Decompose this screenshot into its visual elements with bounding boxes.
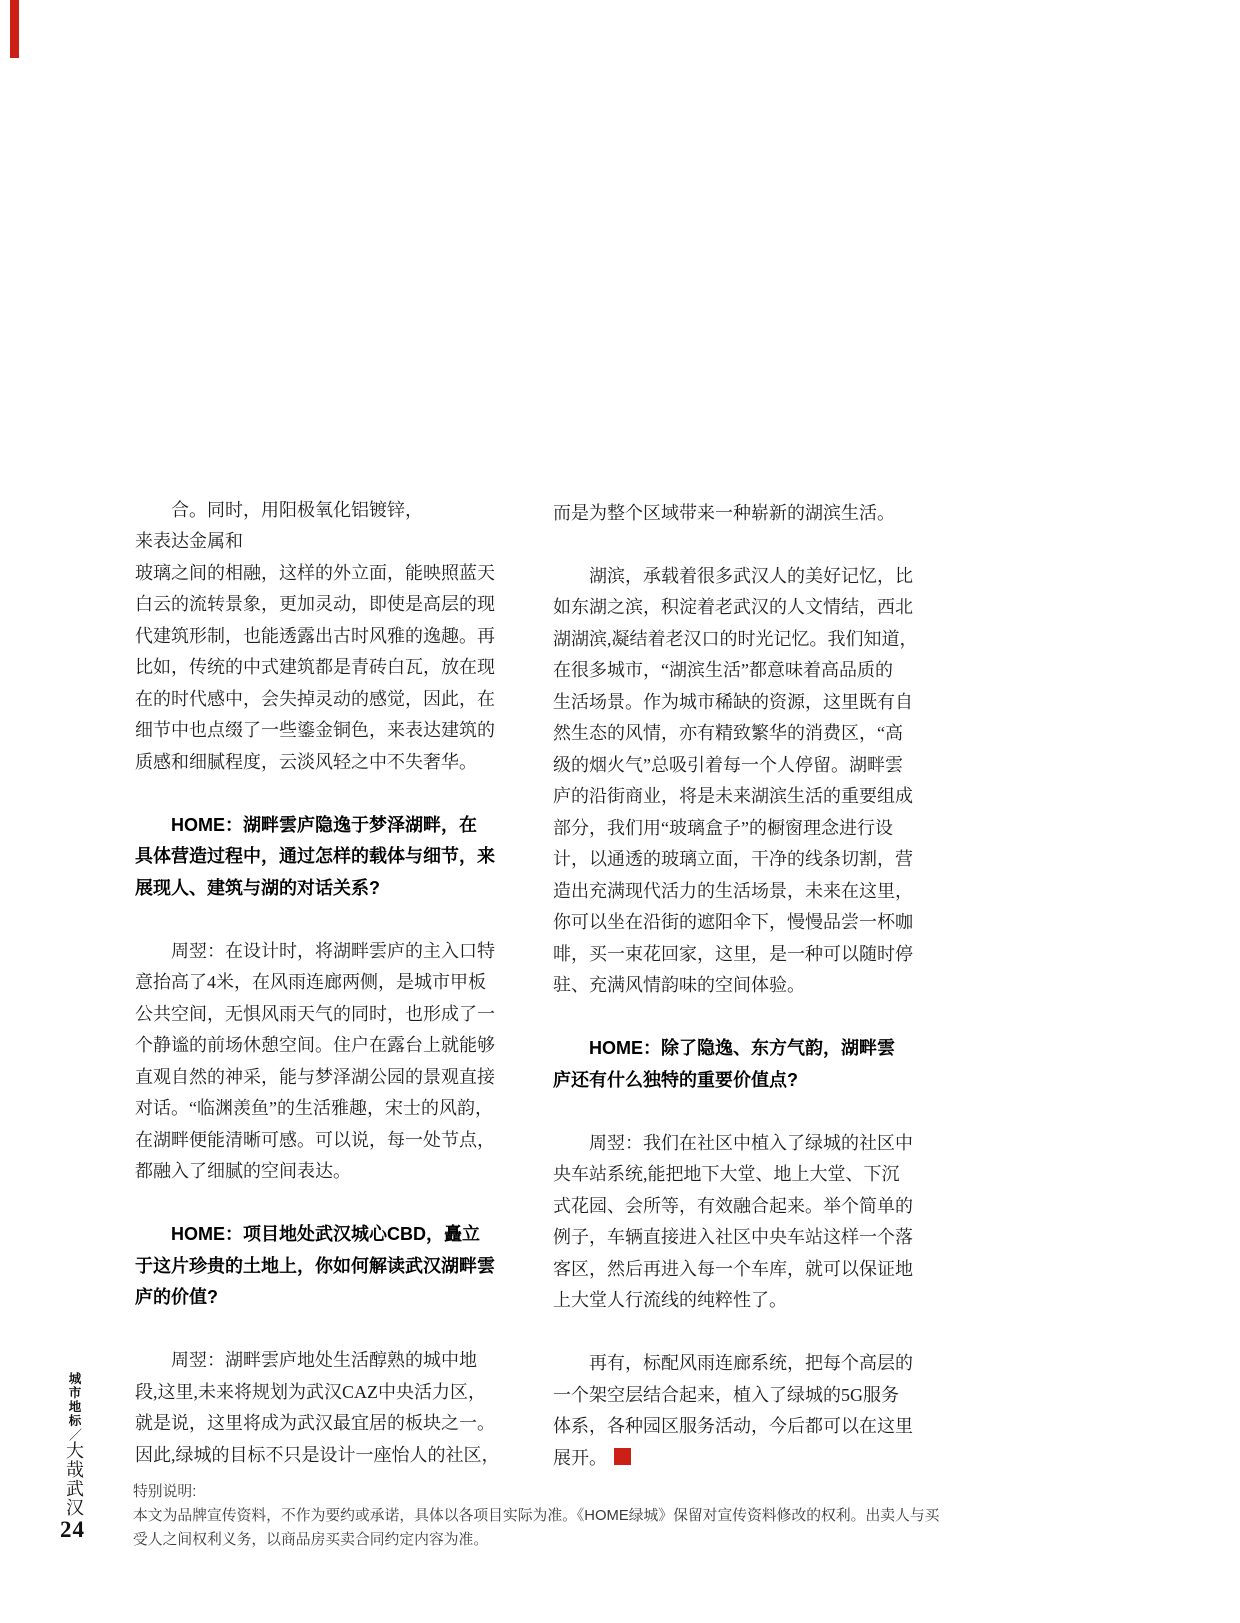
article-paragraph: 湖滨，承载着很多武汉人的美好记忆，比 如东湖之滨，积淀着老武汉的人文情结，西北 湖湖滨,凝结着老汉口的时光记忆。我们知道， 在很多城市，“湖滨生活”都意味着高品质的 生活场景。作为城市稀缺的资源，这里既有自 然生态的风情，亦有精致繁华的消费区，“高 级的烟火气”总吸引着每一个人停留。湖畔雲 庐的沿街商业，将是未来湖滨生活的重要组成 部分，我们用“玻璃盒子”的橱窗理念进行设 计，以通透的玻璃立面，干净的线条切割，营 造出充满现代活力的生活场景，未来在这里， 你可以坐在沿街的遮阳伞下，慢慢品尝一杯咖 啡，买一束花回家，这里，是一种可以随时停 驻、充满风情韵味的空间体验。 (553, 565, 918, 995)
interview-answer-1: 周翌：在设计时，将湖畔雲庐的主入口特 意抬高了4米，在风雨连廊两侧，是城市甲板 公共空间，无惧风雨天气的同时，也形成了一 个静谧的前场休憩空间。住户在露台上就能够 直观自然的神采，能与梦泽湖公园的景观直接 对话。“临渊羡鱼”的生活雅趣，宋士的风韵， 在湖畔便能清晰可感。可以说，每一处节点， 都融入了细腻的空间表达。 (135, 940, 495, 1181)
vertical-section-label (63, 1372, 85, 1517)
interview-answer-3: 周翌：我们在社区中植入了绿城的社区中 央车站系统,能把地下大堂、地上大堂、下沉 式花园、会所等，有效融合起来。举个简单的 例子，车辆直接进入社区中央车站这样一个落 客区，然后再进入每一个车库，就可以保证地 上大堂人行流线的纯粹性了。 (553, 1132, 913, 1310)
footer-label: 特别说明: (133, 1484, 197, 1500)
article-end-marker (614, 1448, 631, 1465)
interview-question-2: HOME：项目地处武汉城心CBD，矗立 于这片珍贵的土地上，你如何解读武汉湖畔雲 庐的价值? (135, 1224, 495, 1307)
section-category-label: 城市地标 (67, 1372, 81, 1428)
footer-disclaimer-line: 受人之间权利义务，以商品房买卖合同约定内容为准。 (133, 1532, 489, 1548)
article-paragraph: 而是为整个区域带来一种崭新的湖滨生活。 (553, 502, 895, 523)
section-title-label: 大哉武汉 (64, 1441, 84, 1517)
article-paragraph-text: 再有，标配风雨连廊系统，把每个高层的 一个架空层结合起来，植入了绿城的5G服务 体系，各种园区服务活动，今后都可以在这里 展开。 (553, 1353, 913, 1468)
article-left-column (135, 463, 517, 1503)
interview-question-1: HOME：湖畔雲庐隐逸于梦泽湖畔，在 具体营造过程中，通过怎样的载体与细节，来 展现人、建筑与湖的对话关系? (135, 814, 495, 898)
footer-disclaimer (133, 1480, 983, 1552)
article-right-column (553, 466, 935, 1506)
section-separator: ／ (67, 1428, 82, 1441)
article-paragraph: 合。同时，用阳极氧化铝镀锌，来表达金属和 玻璃之间的相融，这样的外立面，能映照蓝天 白云的流转景象，更加灵动，即使是高层的现 代建筑形制，也能透露出古时风雅的逸趣。再 比如，传统的中式建筑都是青砖白瓦，放在现 在的时代感中，会失掉灵动的感觉，因此，在 细节中也点缀了一些鎏金铜色，来表达建筑的 质感和细腻程度，云淡风轻之中不失奢华。 (135, 499, 495, 772)
page-number: 24 (60, 1517, 85, 1542)
section-sidebar (60, 1372, 85, 1542)
interview-question-3: HOME：除了隐逸、东方气韵，湖畔雲 庐还有什么独特的重要价值点? (553, 1038, 895, 1090)
footer-disclaimer-line: 本文为品牌宣传资料，不作为要约或承诺，具体以各项目实际为准。《HOME绿城》保留对宣传资料修改的权利。出卖人与买 (133, 1508, 940, 1524)
article-closing-paragraph (553, 1348, 935, 1474)
interview-answer-2: 周翌：湖畔雲庐地处生活醇熟的城中地 段,这里,未来将规划为武汉CAZ中央活力区， 就是说，这里将成为武汉最宜居的板块之一。 因此,绿城的目标不只是设计一座怡人的社区， (135, 1350, 500, 1465)
section-tab-red (10, 0, 19, 58)
